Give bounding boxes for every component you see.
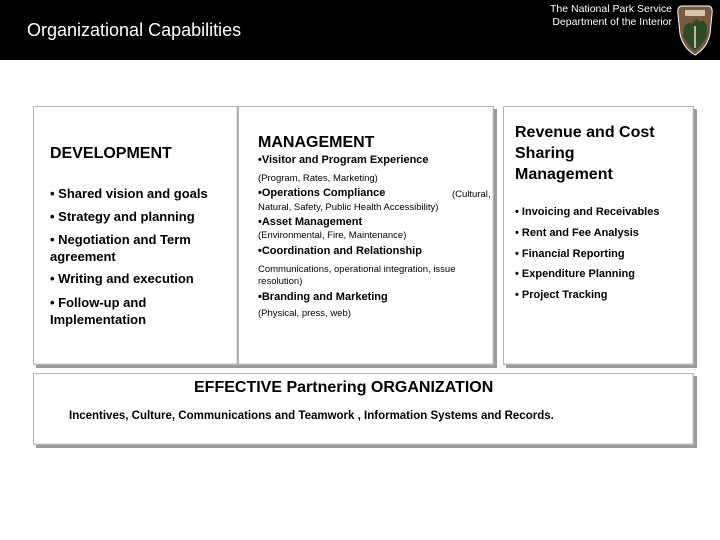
list-item: • Writing and execution (50, 271, 194, 286)
list-item-detail: Natural, Safety, Public Health Accessibility) (258, 202, 439, 213)
development-panel (33, 106, 238, 365)
list-item: •Operations Compliance (258, 187, 386, 199)
agency-name: The National Park Service (550, 3, 672, 15)
list-item: • Strategy and planning (50, 209, 195, 224)
agency-label (550, 3, 672, 29)
list-item: • Project Tracking (515, 289, 608, 301)
management-panel (238, 106, 494, 365)
effective-heading: EFFECTIVE Partnering ORGANIZATION (194, 379, 494, 396)
list-item: •Coordination and Relationship (258, 245, 422, 257)
list-item: •Asset Management (258, 216, 363, 228)
development-heading: DEVELOPMENT (50, 145, 172, 162)
department-name: Department of the Interior (552, 16, 672, 28)
list-item: • Rent and Fee Analysis (515, 227, 639, 239)
list-item: •Branding and Marketing (258, 291, 388, 303)
list-item: • Invoicing and Receivables (515, 206, 660, 218)
effective-organization-panel (33, 373, 694, 445)
list-item-detail: (Environmental, Fire, Maintenance) (258, 230, 407, 241)
list-item: • Expenditure Planning (515, 268, 635, 280)
list-item: • Financial Reporting (515, 248, 625, 260)
list-item-detail-inline: (Cultural, (452, 189, 491, 200)
revenue-heading (515, 122, 655, 185)
revenue-heading-line: Sharing (515, 145, 575, 162)
list-item: • Shared vision and goals (50, 186, 208, 201)
list-item: •Visitor and Program Experience (258, 154, 429, 166)
management-heading: MANAGEMENT (258, 134, 375, 151)
list-item-detail: (Program, Rates, Marketing) (258, 173, 378, 184)
list-item: • Follow-up and Implementation (50, 295, 147, 327)
list-item-detail: Communications, operational integration, issue resolution) (258, 264, 456, 287)
revenue-heading-line: Revenue and Cost (515, 124, 655, 141)
revenue-heading-line: Management (515, 166, 613, 183)
header-bar (0, 0, 720, 60)
nps-arrowhead-logo-icon (676, 4, 714, 56)
list-item: • Negotiation and Term agreement (50, 232, 191, 264)
list-item-detail: (Physical, press, web) (258, 308, 351, 319)
revenue-panel (503, 106, 694, 365)
page-title: Organizational Capabilities (27, 20, 242, 40)
effective-subtext: Incentives, Culture, Communications and Teamwork , Information Systems and Records. (69, 410, 554, 422)
